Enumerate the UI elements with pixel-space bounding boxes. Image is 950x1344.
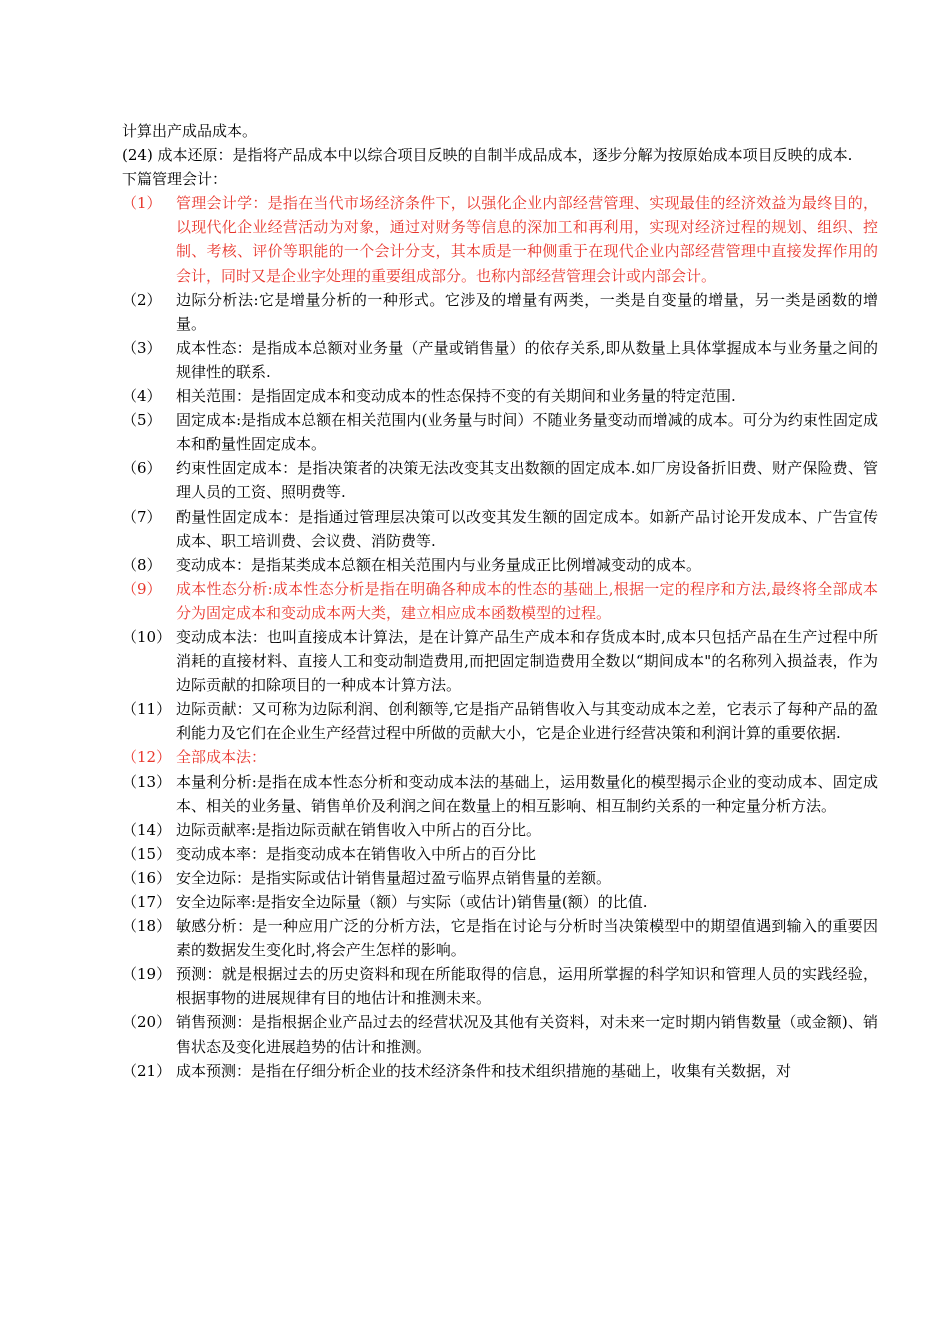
item-text: 酌量性固定成本：是指通过管理层决策可以改变其发生额的固定成本。如新产品讨论开发成本、广告宣传成本、职工培训费、会议费、消防费等. [176,507,878,550]
item-number: （18） [122,917,172,936]
list-item [122,866,878,890]
item-text: 管理会计学：是指在当代市场经济条件下，以强化企业内部经营管理、实现最佳的经济效益为最终目的，以现代化企业经营活动为对象，通过对财务等信息的深加工和再利用，实现对经济过程的规划、组织、控制、考核、评价等职能的一个会计分支，其本质是一种侧重于在现代企业内部经营管理中直接发挥作用的会计，同时又是企业字处理的重要组成部分。也称内部经营管理会计或内部会计。 [176,194,878,285]
list-item [122,384,878,408]
item-text: 固定成本:是指成本总额在相关范围内(业务量与时间）不随业务量变动而增减的成本。可分为约束性固定成本和酌量性固定成本。 [176,411,878,454]
item-text: 销售预测：是指根据企业产品过去的经营状况及其他有关资料，对未来一定时期内销售数量（或金额)、销售状态及变化进展趋势的估计和推测。 [176,1013,878,1056]
intro-line: 计算出产成品成本。 [122,122,258,140]
item-number: （16） [122,868,172,887]
item-text: 变动成本法：也叫直接成本计算法，是在计算产品生产成本和存货成本时,成本只包括产品在生产过程中所消耗的直接材料、直接人工和变动制造费用,而把固定制造费用全数以“期间成本"的名称列入损益表，作为边际贡献的扣除项目的一种成本计算方法。 [176,627,878,695]
list-item [122,745,878,769]
item-text: 约束性固定成本：是指决策者的决策无法改变其支出数额的固定成本.如厂房设备折旧费、财产保险费、管理人员的工资、照明费等. [176,459,878,502]
item-number: （10） [122,627,172,646]
item-number: （6） [122,459,162,478]
item-number: （3） [122,338,162,357]
item-text: 敏感分析：是一种应用广泛的分析方法，它是指在讨论与分析时当决策模型中的期望值遇到输入的重要因素的数据发生变化时,将会产生怎样的影响。 [176,917,878,960]
list-item [122,697,878,745]
list-item [122,505,878,553]
list-item [122,1010,878,1058]
list-item [122,553,878,577]
item-text: 成本性态分析:成本性态分析是指在明确各种成本的性态的基础上,根据一定的程序和方法,最终将全部成本分为固定成本和变动成本两大类，建立相应成本函数模型的过程。 [176,579,878,622]
list-item [122,1059,878,1083]
item-text: 边际贡献率:是指边际贡献在销售收入中所占的百分比。 [176,820,542,839]
item-text: 成本性态：是指成本总额对业务量（产量或销售量）的依存关系,即从数量上具体掌握成本与业务量之间的规律性的联系. [176,338,878,381]
list-item [122,818,878,842]
item-number: （13） [122,772,172,791]
item-text: 成本预测：是指在仔细分析企业的技术经济条件和技术组织措施的基础上，收集有关数据，对 [176,1061,792,1080]
item-text: 边际分析法:它是增量分析的一种形式。它涉及的增量有两类，一类是自变量的增量，另一类是函数的增量。 [176,290,878,333]
list-item [122,408,878,456]
item-number: （9） [122,579,162,598]
list-item [122,625,878,697]
item-text: 相关范围：是指固定成本和变动成本的性态保持不变的有关期间和业务量的特定范围. [176,387,736,406]
item-number: （2） [122,290,162,309]
definition-list [122,191,878,1082]
item-number: （4） [122,387,162,406]
item-text: 预测：就是根据过去的历史资料和现在所能取得的信息，运用所掌握的科学知识和管理人员的实践经验，根据事物的进展规律有目的地估计和推测未来。 [176,965,878,1008]
item-number: （21） [122,1061,172,1080]
item-text: 变动成本率：是指变动成本在销售收入中所占的百分比 [176,844,537,863]
item-number: （20） [122,1013,172,1032]
list-item [122,914,878,962]
list-item [122,890,878,914]
item-number: （14） [122,820,172,839]
list-item [122,288,878,336]
item-number: （8） [122,555,162,574]
item-text: 安全边际率:是指安全边际量（额）与实际（或估计)销售量(额）的比值. [176,893,648,911]
list-item [122,770,878,818]
list-item [122,191,878,287]
item-text: 变动成本：是指某类成本总额在相关范围内与业务量成正比例增减变动的成本。 [176,555,702,574]
list-item [122,962,878,1010]
item-number: （11） [122,700,172,719]
document-page [122,119,878,1083]
item-number: （15） [122,844,172,863]
list-item [122,842,878,866]
list-item [122,456,878,504]
item-text: 全部成本法： [176,748,267,767]
item-text: 边际贡献：又可称为边际利润、创利额等,它是指产品销售收入与其变动成本之差，它表示了每种产品的盈利能力及它们在企业生产经营过程中所做的贡献大小，它是企业进行经营决策和利润计算的重要依据. [176,700,878,743]
list-item [122,336,878,384]
section-heading: 下篇管理会计： [122,170,228,189]
item-number: （7） [122,507,162,526]
list-item [122,577,878,625]
item-number: （19） [122,965,172,984]
item-number: （17） [122,893,172,911]
intro-line: (24) 成本还原：是指将产品成本中以综合项目反映的自制半成品成本，逐步分解为按原始成本项目反映的成本. [122,146,853,165]
item-text: 本量利分析:是指在成本性态分析和变动成本法的基础上，运用数量化的模型揭示企业的变动成本、固定成本、相关的业务量、销售单价及利润之间在数量上的相互影响、相互制约关系的一种定量分析方法。 [176,772,878,815]
item-number: （12） [122,748,172,767]
item-text: 安全边际：是指实际或估计销售量超过盈亏临界点销售量的差额。 [176,868,612,887]
item-number: （5） [122,411,162,430]
item-number: （1） [122,194,162,213]
